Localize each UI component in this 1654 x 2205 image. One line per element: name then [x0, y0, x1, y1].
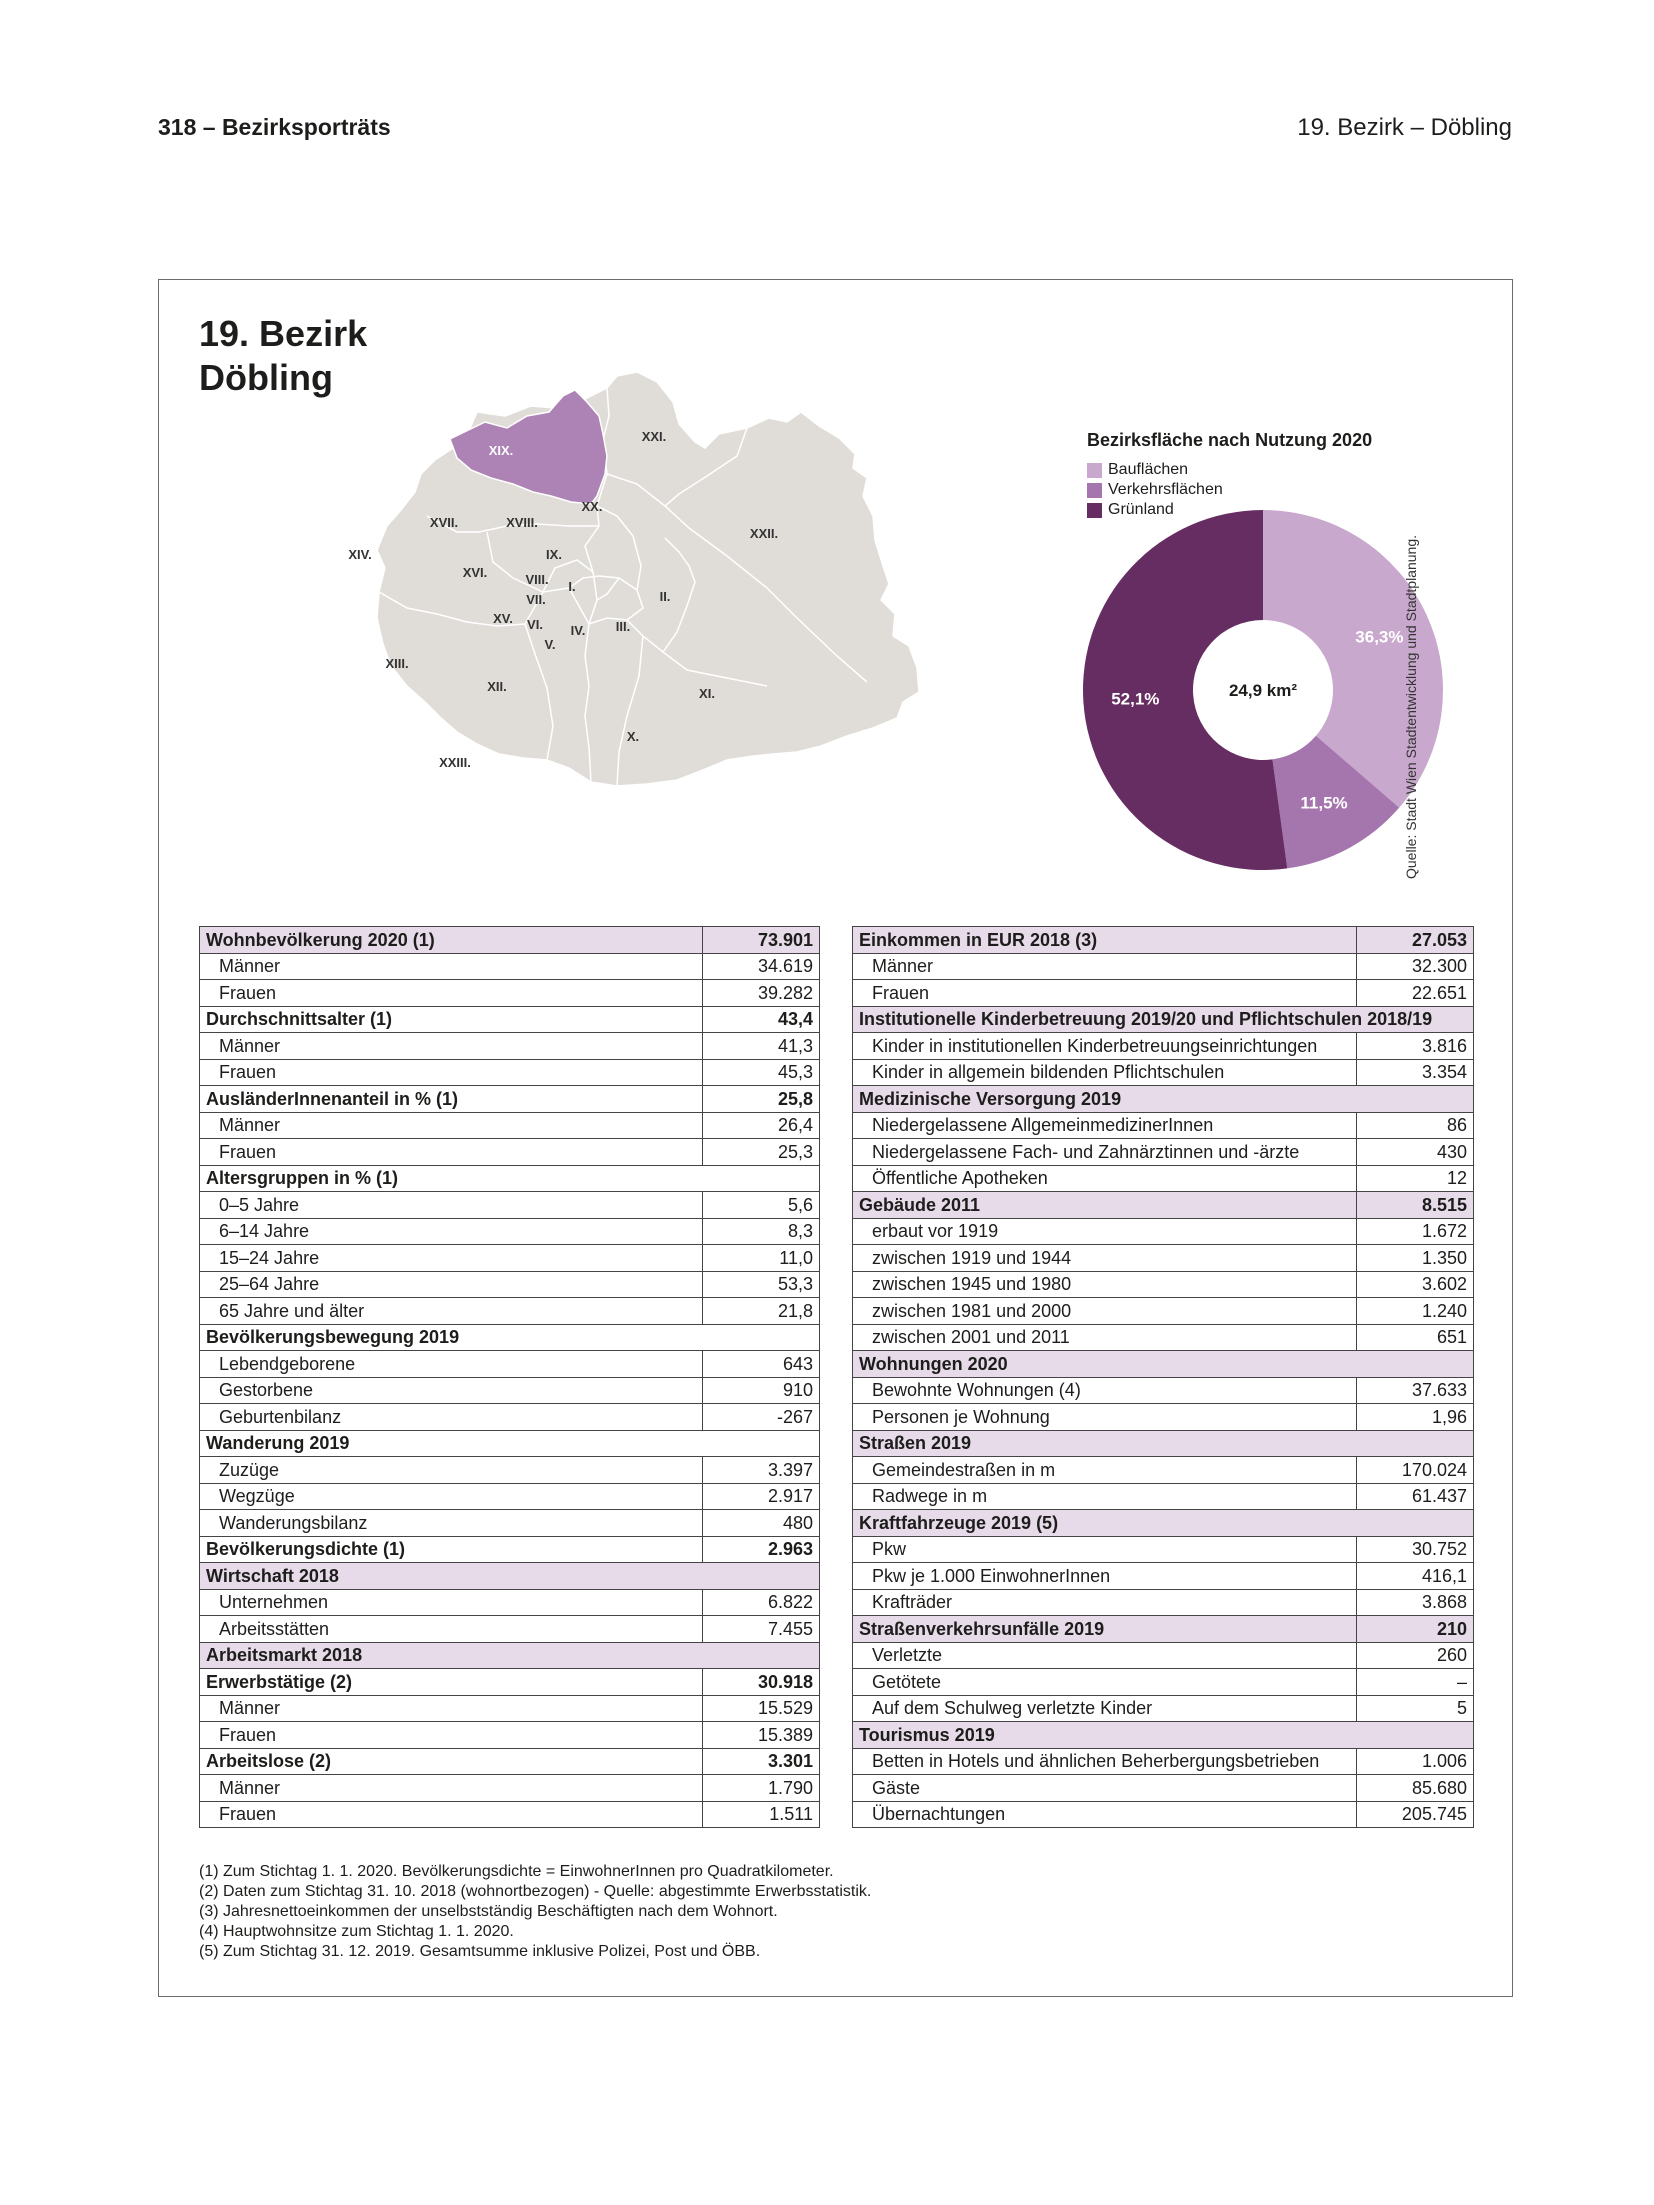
row-label: Frauen: [200, 1059, 703, 1086]
label-xvi: XVI.: [462, 565, 488, 580]
row-label: Frauen: [853, 980, 1357, 1007]
table-row: [853, 1218, 1474, 1245]
row-value: 11,0: [703, 1245, 820, 1272]
row-label: Erwerbstätige (2): [200, 1669, 703, 1696]
row-label: zwischen 2001 und 2011: [853, 1324, 1357, 1351]
row-value: 3.602: [1357, 1271, 1474, 1298]
row-label: Institutionelle Kinderbetreuung 2019/20 und Pflichtschulen 2018/19: [853, 1006, 1474, 1033]
row-value: 32.300: [1357, 953, 1474, 980]
label-vii: VII.: [526, 592, 546, 607]
row-label: Männer: [200, 1695, 703, 1722]
row-value: 86: [1357, 1112, 1474, 1139]
table-row: [200, 1245, 820, 1272]
label-xii: XII.: [487, 679, 507, 694]
table-row: [200, 1483, 820, 1510]
row-value: 3.868: [1357, 1589, 1474, 1616]
legend-label: Bauflächen: [1108, 461, 1189, 478]
table-row: [200, 1748, 820, 1775]
table-row: [853, 1589, 1474, 1616]
row-label: Straßen 2019: [853, 1430, 1474, 1457]
row-label: Betten in Hotels und ähnlichen Beherbergungsbetrieben: [853, 1748, 1357, 1775]
label-xxiii: XXIII.: [439, 755, 471, 770]
row-label: Bewohnte Wohnungen (4): [853, 1377, 1357, 1404]
row-value: 205.745: [1357, 1801, 1474, 1828]
table-row: [853, 1165, 1474, 1192]
legend-item: [1087, 460, 1223, 480]
row-label: Gemeindestraßen in m: [853, 1457, 1357, 1484]
row-label: Wohnbevölkerung 2020 (1): [200, 927, 703, 954]
page-number-section: 318 – Bezirksporträts: [158, 114, 391, 140]
table-row: [853, 1139, 1474, 1166]
row-label: 0–5 Jahre: [200, 1192, 703, 1219]
table-row: [200, 1112, 820, 1139]
table-row: [200, 1086, 820, 1113]
population-statistics-table: [199, 926, 820, 1828]
row-value: 170.024: [1357, 1457, 1474, 1484]
row-value: 651: [1357, 1324, 1474, 1351]
footnote: (4) Hauptwohnsitze zum Stichtag 1. 1. 2020.: [199, 1923, 514, 1940]
infrastructure-statistics-table: [852, 926, 1474, 1828]
label-xv: XV.: [493, 611, 513, 626]
legend-item: [1087, 480, 1223, 500]
row-value: 61.437: [1357, 1483, 1474, 1510]
table-row: [200, 1271, 820, 1298]
row-label: 65 Jahre und älter: [200, 1298, 703, 1325]
row-label: Wohnungen 2020: [853, 1351, 1474, 1378]
district-title-line1: 19. Bezirk: [199, 313, 368, 354]
row-value: 3.816: [1357, 1033, 1474, 1060]
table-row: [853, 1669, 1474, 1696]
row-label: Kinder in allgemein bildenden Pflichtschulen: [853, 1059, 1357, 1086]
row-label: Einkommen in EUR 2018 (3): [853, 927, 1357, 954]
label-vi: VI.: [527, 617, 543, 632]
row-label: 15–24 Jahre: [200, 1245, 703, 1272]
table-row: [200, 1536, 820, 1563]
slice-value-label: 11,5%: [1300, 793, 1348, 813]
table-row: [853, 1324, 1474, 1351]
row-value: 1.790: [703, 1775, 820, 1802]
table-row: [853, 1033, 1474, 1060]
row-label: Kraftfahrzeuge 2019 (5): [853, 1510, 1474, 1537]
legend-swatch: [1087, 463, 1102, 478]
row-label: Tourismus 2019: [853, 1722, 1474, 1749]
row-value: 7.455: [703, 1616, 820, 1643]
district-portrait-panel: [158, 279, 1513, 1997]
row-label: Medizinische Versorgung 2019: [853, 1086, 1474, 1113]
row-value: 39.282: [703, 980, 820, 1007]
vienna-district-map: [307, 356, 1007, 916]
source-note: [1396, 524, 1426, 890]
label-xiv: XIV.: [348, 547, 372, 562]
row-value: 26,4: [703, 1112, 820, 1139]
legend-label: Grünland: [1108, 501, 1174, 518]
footnote: (2) Daten zum Stichtag 31. 10. 2018 (wohnortbezogen) - Quelle: abgestimmte Erwerbsstatistik.: [199, 1883, 872, 1900]
row-value: 85.680: [1357, 1775, 1474, 1802]
table-row: [200, 1775, 820, 1802]
donut-center-label: 24,9 km²: [1228, 681, 1298, 700]
table-row: [853, 1112, 1474, 1139]
row-label: Verletzte: [853, 1642, 1357, 1669]
label-xxi: XXI.: [641, 429, 667, 444]
table-row: [853, 1006, 1474, 1033]
row-label: Krafträder: [853, 1589, 1357, 1616]
row-label: Übernachtungen: [853, 1801, 1357, 1828]
table-row: [200, 1722, 820, 1749]
row-label: Arbeitslose (2): [200, 1748, 703, 1775]
table-row: [200, 953, 820, 980]
row-label: Männer: [200, 1775, 703, 1802]
table-row: [200, 1351, 820, 1378]
table-row: [853, 1616, 1474, 1643]
row-label: Wanderung 2019: [200, 1430, 820, 1457]
row-label: Öffentliche Apotheken: [853, 1165, 1357, 1192]
table-row: [200, 1404, 820, 1431]
row-value: 3.397: [703, 1457, 820, 1484]
row-value: 15.389: [703, 1722, 820, 1749]
legend-label: Verkehrsflächen: [1108, 481, 1223, 498]
table-row: [200, 1033, 820, 1060]
table-row: [853, 1510, 1474, 1537]
label-xx: XX.: [581, 499, 603, 514]
row-value: 15.529: [703, 1695, 820, 1722]
table-row: [200, 1457, 820, 1484]
row-value: 910: [703, 1377, 820, 1404]
slice-value-label: 36,3%: [1355, 627, 1404, 647]
table-row: [853, 1377, 1474, 1404]
footnote: (5) Zum Stichtag 31. 12. 2019. Gesamtsumme inklusive Polizei, Post und ÖBB.: [199, 1943, 761, 1960]
row-value: 53,3: [703, 1271, 820, 1298]
row-value: 25,8: [703, 1086, 820, 1113]
label-v: V.: [544, 637, 556, 652]
table-row: [200, 1563, 820, 1590]
table-row: [853, 1245, 1474, 1272]
table-row: [853, 1748, 1474, 1775]
row-value: 643: [703, 1351, 820, 1378]
row-value: 30.752: [1357, 1536, 1474, 1563]
row-value: 30.918: [703, 1669, 820, 1696]
table-row: [200, 980, 820, 1007]
table-row: [200, 1430, 820, 1457]
row-value: 45,3: [703, 1059, 820, 1086]
slice-value-label: 52,1%: [1111, 689, 1160, 709]
table-row: [853, 1404, 1474, 1431]
table-row: [853, 953, 1474, 980]
table-row: [853, 1722, 1474, 1749]
table-row: [200, 1642, 820, 1669]
label-i: I.: [568, 579, 576, 594]
row-label: AusländerInnenanteil in % (1): [200, 1086, 703, 1113]
row-value: 5,6: [703, 1192, 820, 1219]
source-text: Quelle: Stadt Wien Stadtentwicklung und Stadtplanung.: [1403, 535, 1419, 879]
row-label: Lebendgeborene: [200, 1351, 703, 1378]
row-label: Männer: [200, 1112, 703, 1139]
row-label: Radwege in m: [853, 1483, 1357, 1510]
row-label: 6–14 Jahre: [200, 1218, 703, 1245]
table-row: [200, 1059, 820, 1086]
land-use-chart: [1079, 430, 1499, 910]
table-row: [853, 1695, 1474, 1722]
row-label: Unternehmen: [200, 1589, 703, 1616]
table-row: [853, 927, 1474, 954]
row-label: Altersgruppen in % (1): [200, 1165, 820, 1192]
row-value: 5: [1357, 1695, 1474, 1722]
table-row: [853, 1457, 1474, 1484]
row-label: Männer: [853, 953, 1357, 980]
row-label: zwischen 1919 und 1944: [853, 1245, 1357, 1272]
label-xi: XI.: [699, 686, 715, 701]
row-value: 1.240: [1357, 1298, 1474, 1325]
label-ii: II.: [659, 589, 671, 604]
row-label: Männer: [200, 953, 703, 980]
row-label: Frauen: [200, 1722, 703, 1749]
row-value: 8,3: [703, 1218, 820, 1245]
label-iv: IV.: [570, 623, 586, 638]
row-value: 1.006: [1357, 1748, 1474, 1775]
row-label: zwischen 1981 und 2000: [853, 1298, 1357, 1325]
row-value: 8.515: [1357, 1192, 1474, 1219]
table-row: [200, 1801, 820, 1828]
label-xiii: XIII.: [385, 656, 409, 671]
row-value: 210: [1357, 1616, 1474, 1643]
table-row: [853, 1351, 1474, 1378]
row-value: 21,8: [703, 1298, 820, 1325]
row-label: Bevölkerungsdichte (1): [200, 1536, 703, 1563]
row-label: Wegzüge: [200, 1483, 703, 1510]
row-value: 1.511: [703, 1801, 820, 1828]
row-label: zwischen 1945 und 1980: [853, 1271, 1357, 1298]
table-row: [200, 1324, 820, 1351]
row-value: 3.354: [1357, 1059, 1474, 1086]
row-value: 2.917: [703, 1483, 820, 1510]
table-row: [853, 980, 1474, 1007]
table-row: [200, 1669, 820, 1696]
row-label: Getötete: [853, 1669, 1357, 1696]
table-row: [200, 1192, 820, 1219]
row-value: 2.963: [703, 1536, 820, 1563]
table-row: [853, 1563, 1474, 1590]
row-label: Auf dem Schulweg verletzte Kinder: [853, 1695, 1357, 1722]
label-xix: XIX.: [488, 443, 514, 458]
row-label: Frauen: [200, 1139, 703, 1166]
table-row: [200, 1006, 820, 1033]
chapter-title: 19. Bezirk – Döbling: [1297, 114, 1512, 141]
table-row: [853, 1801, 1474, 1828]
table-row: [200, 1695, 820, 1722]
row-label: Niedergelassene AllgemeinmedizinerInnen: [853, 1112, 1357, 1139]
row-label: Straßenverkehrsunfälle 2019: [853, 1616, 1357, 1643]
footnote: (1) Zum Stichtag 1. 1. 2020. Bevölkerungsdichte = EinwohnerInnen pro Quadratkilometer.: [199, 1863, 834, 1880]
row-value: 25,3: [703, 1139, 820, 1166]
row-label: Kinder in institutionellen Kinderbetreuungseinrichtungen: [853, 1033, 1357, 1060]
table-row: [853, 1775, 1474, 1802]
table-row: [853, 1642, 1474, 1669]
table-row: [853, 1483, 1474, 1510]
row-value: 6.822: [703, 1589, 820, 1616]
table-row: [200, 1139, 820, 1166]
row-label: Bevölkerungsbewegung 2019: [200, 1324, 820, 1351]
table-row: [200, 1589, 820, 1616]
row-value: 73.901: [703, 927, 820, 954]
district-title-line2: Döbling: [199, 357, 333, 398]
running-head: [158, 114, 1512, 150]
row-value: 1.350: [1357, 1245, 1474, 1272]
table-row: [200, 1510, 820, 1537]
table-row: [853, 1086, 1474, 1113]
row-value: 480: [703, 1510, 820, 1537]
chart-title: Bezirksfläche nach Nutzung 2020: [1087, 430, 1373, 450]
label-viii: VIII.: [525, 572, 549, 587]
row-label: Frauen: [200, 980, 703, 1007]
row-label: Wanderungsbilanz: [200, 1510, 703, 1537]
legend-swatch: [1087, 483, 1102, 498]
row-label: Zuzüge: [200, 1457, 703, 1484]
row-value: 3.301: [703, 1748, 820, 1775]
row-label: Arbeitsmarkt 2018: [200, 1642, 820, 1669]
label-xvii: XVII.: [429, 515, 459, 530]
label-iii: III.: [615, 619, 631, 634]
row-value: 1.672: [1357, 1218, 1474, 1245]
row-value: 416,1: [1357, 1563, 1474, 1590]
table-row: [853, 1536, 1474, 1563]
row-value: 37.633: [1357, 1377, 1474, 1404]
row-label: Pkw: [853, 1536, 1357, 1563]
footnotes: [199, 1862, 871, 1962]
row-label: Geburtenbilanz: [200, 1404, 703, 1431]
row-value: 43,4: [703, 1006, 820, 1033]
table-row: [853, 1430, 1474, 1457]
row-value: 34.619: [703, 953, 820, 980]
row-value: –: [1357, 1669, 1474, 1696]
row-value: 41,3: [703, 1033, 820, 1060]
footnote: (3) Jahresnettoeinkommen der unselbstständig Beschäftigten nach dem Wohnort.: [199, 1903, 778, 1920]
table-row: [853, 1192, 1474, 1219]
row-value: -267: [703, 1404, 820, 1431]
label-x: X.: [626, 729, 640, 744]
row-value: 22.651: [1357, 980, 1474, 1007]
row-value: 430: [1357, 1139, 1474, 1166]
table-row: [200, 1377, 820, 1404]
label-xxii: XXII.: [749, 526, 779, 541]
label-xviii: XVIII.: [506, 515, 538, 530]
row-label: Gestorbene: [200, 1377, 703, 1404]
row-label: Pkw je 1.000 EinwohnerInnen: [853, 1563, 1357, 1590]
row-value: 27.053: [1357, 927, 1474, 954]
table-row: [200, 1298, 820, 1325]
table-row: [200, 927, 820, 954]
table-row: [853, 1298, 1474, 1325]
row-label: Arbeitsstätten: [200, 1616, 703, 1643]
table-row: [200, 1165, 820, 1192]
row-label: erbaut vor 1919: [853, 1218, 1357, 1245]
table-row: [200, 1616, 820, 1643]
row-label: Männer: [200, 1033, 703, 1060]
row-label: Frauen: [200, 1801, 703, 1828]
row-value: 1,96: [1357, 1404, 1474, 1431]
table-row: [200, 1218, 820, 1245]
row-label: Durchschnittsalter (1): [200, 1006, 703, 1033]
label-ix: IX.: [546, 547, 562, 562]
table-row: [853, 1271, 1474, 1298]
row-label: Personen je Wohnung: [853, 1404, 1357, 1431]
row-label: Niedergelassene Fach- und Zahnärztinnen und -ärzte: [853, 1139, 1357, 1166]
row-value: 12: [1357, 1165, 1474, 1192]
row-label: Gebäude 2011: [853, 1192, 1357, 1219]
table-row: [853, 1059, 1474, 1086]
row-value: 260: [1357, 1642, 1474, 1669]
row-label: Gäste: [853, 1775, 1357, 1802]
row-label: Wirtschaft 2018: [200, 1563, 820, 1590]
row-label: 25–64 Jahre: [200, 1271, 703, 1298]
